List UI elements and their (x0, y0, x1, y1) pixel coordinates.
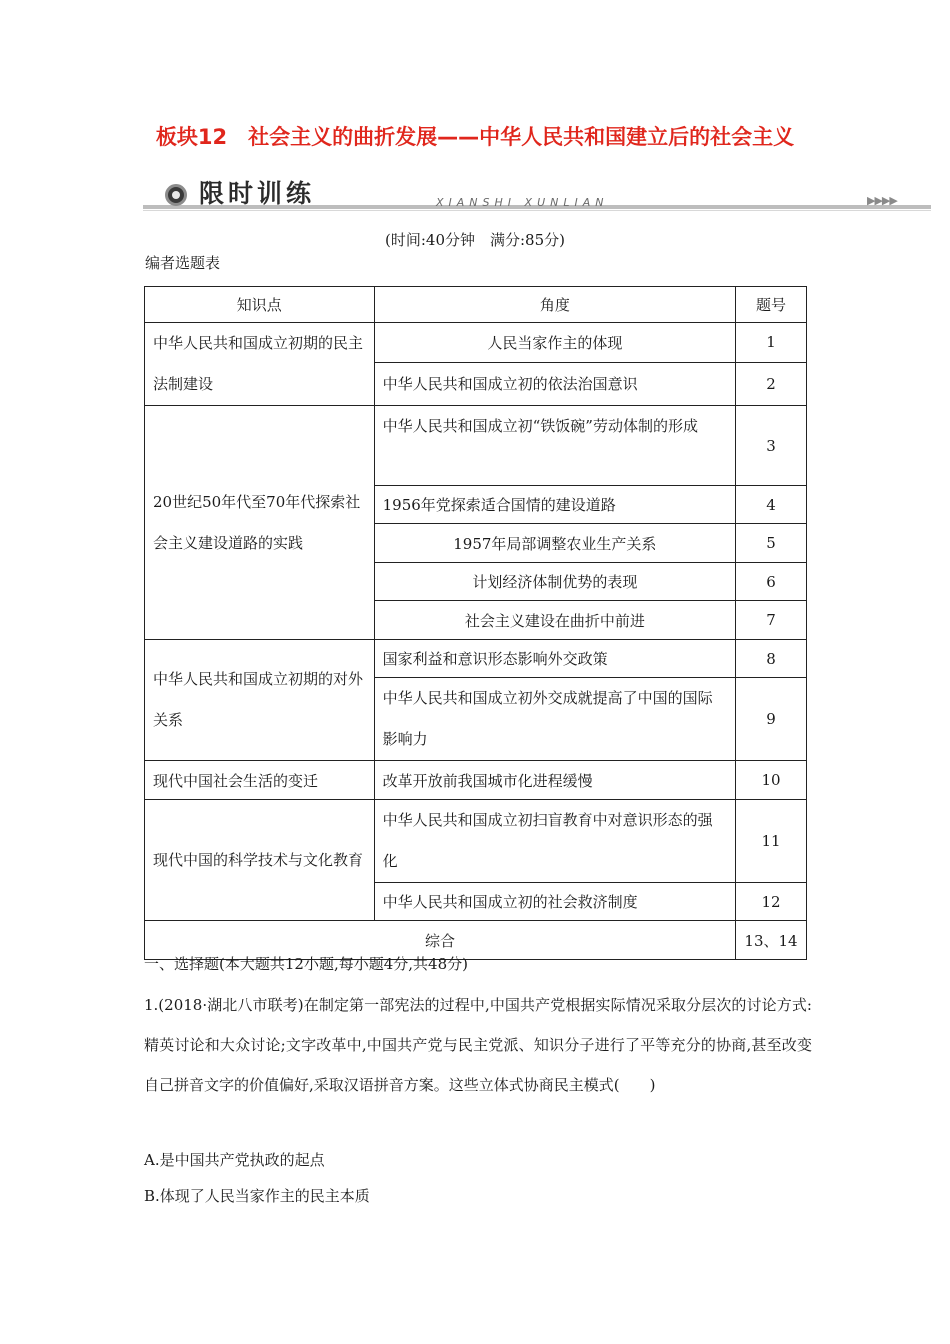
number-cell: 7 (736, 601, 807, 640)
number-cell: 10 (736, 761, 807, 800)
topic-cell: 中华人民共和国成立初期的对外关系 (145, 640, 375, 761)
number-cell: 6 (736, 563, 807, 601)
target-icon (165, 184, 187, 206)
angle-cell: 改革开放前我国城市化进程缓慢 (374, 761, 735, 800)
table-row (145, 323, 807, 363)
header-angle: 角度 (374, 287, 735, 323)
summary-number: 13、14 (736, 921, 807, 960)
angle-cell: 中华人民共和国成立初“铁饭碗”劳动体制的形成 (374, 406, 735, 486)
table-row (145, 761, 807, 800)
number-cell: 5 (736, 524, 807, 563)
header-number: 题号 (736, 287, 807, 323)
header-topic: 知识点 (145, 287, 375, 323)
topic-cell: 现代中国社会生活的变迁 (145, 761, 375, 800)
section-banner (143, 180, 931, 214)
angle-cell: 中华人民共和国成立初的社会救济制度 (374, 883, 735, 921)
arrows-icon: ▶▶▶▶ (867, 194, 897, 207)
angle-cell: 1957年局部调整农业生产关系 (374, 524, 735, 563)
topic-cell: 现代中国的科学技术与文化教育 (145, 800, 375, 921)
angle-cell: 计划经济体制优势的表现 (374, 563, 735, 601)
angle-cell: 1956年党探索适合国情的建设道路 (374, 486, 735, 524)
angle-cell: 中华人民共和国成立初的依法治国意识 (374, 362, 735, 405)
option-a: A.是中国共产党执政的起点 (144, 1151, 325, 1169)
banner-title: 限时训练 (199, 179, 316, 208)
number-cell: 3 (736, 406, 807, 486)
time-score-note: (时间:40分钟 满分:85分) (385, 231, 565, 249)
angle-cell: 人民当家作主的体现 (374, 323, 735, 363)
banner-pinyin: XIANSHI XUNLIAN (436, 196, 609, 209)
banner-divider-thin (143, 210, 931, 211)
table-row (145, 800, 807, 883)
question-1-stem: 1.(2018·湖北八市联考)在制定第一部宪法的过程中,中国共产党根据实际情况采取分层次的讨论方式:精英讨论和大众讨论;文字改革中,中国共产党与民主党派、知识分子进行了平等充分的协商,甚至改变自己拼音文字的价值偏好,采取汉语拼音方案。这些立体式协商民主模式( ) (144, 996, 812, 1094)
angle-cell: 国家利益和意识形态影响外交政策 (374, 640, 735, 678)
number-cell: 11 (736, 800, 807, 883)
number-cell: 1 (736, 323, 807, 363)
table-header-row (145, 287, 807, 323)
topic-table (144, 286, 807, 960)
table-caption: 编者选题表 (145, 254, 221, 272)
table-row (145, 406, 807, 486)
page-title: 板块12 社会主义的曲折发展——中华人民共和国建立后的社会主义 (155, 125, 795, 149)
number-cell: 9 (736, 678, 807, 761)
number-cell: 12 (736, 883, 807, 921)
angle-cell: 中华人民共和国成立初外交成就提高了中国的国际影响力 (374, 678, 735, 761)
number-cell: 4 (736, 486, 807, 524)
angle-cell: 社会主义建设在曲折中前进 (374, 601, 735, 640)
topic-cell: 中华人民共和国成立初期的民主法制建设 (145, 323, 375, 406)
section-heading: 一、选择题(本大题共12小题,每小题4分,共48分) (144, 955, 468, 973)
angle-cell: 中华人民共和国成立初扫盲教育中对意识形态的强化 (374, 800, 735, 883)
topic-cell: 20世纪50年代至70年代探索社会主义建设道路的实践 (145, 406, 375, 640)
table-row (145, 640, 807, 678)
option-b: B.体现了人民当家作主的民主本质 (144, 1187, 370, 1205)
number-cell: 8 (736, 640, 807, 678)
summary-label: 综合 (145, 921, 736, 960)
number-cell: 2 (736, 362, 807, 405)
